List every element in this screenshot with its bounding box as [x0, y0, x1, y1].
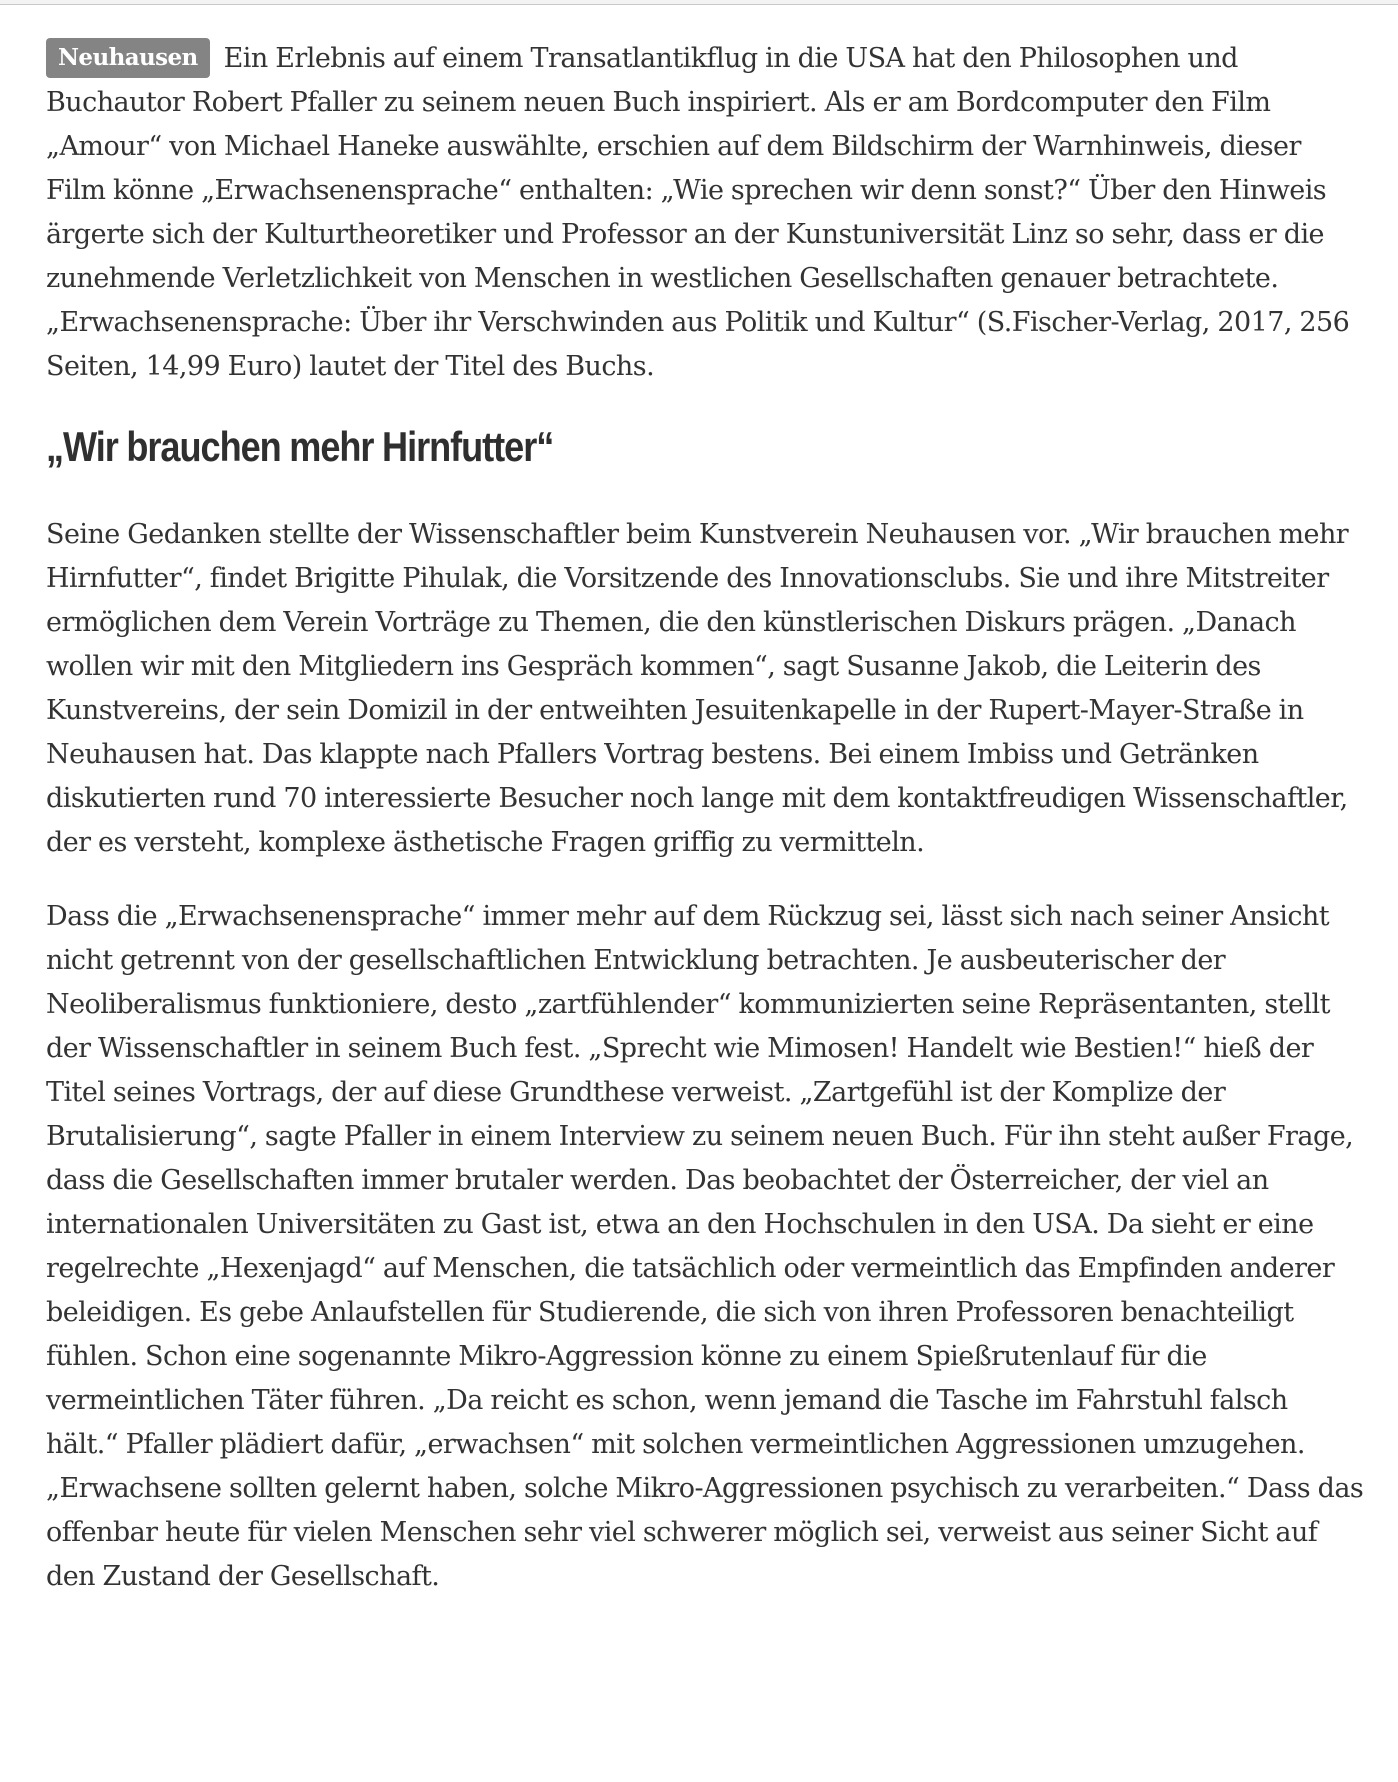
section-heading: „Wir brauchen mehr Hirnfutter“ — [46, 423, 554, 470]
top-divider — [0, 0, 1398, 5]
body-paragraph: Seine Gedanken stellte der Wissenschaftler beim Kunstverein Neuhausen vor. „Wir brauchen mehr Hirnfutter“, findet Brigitte Pihulak, die Vorsitzende des Innovationsclubs. Sie und ihre Mitstreiter ermöglichen dem Verein Vorträge zu Themen, die den künstlerischen Diskurs prägen. „Danach wollen wir mit den Mitgliedern ins Gespräch kommen“, sagt Susanne Jakob, die Leiterin des Kunstvereins, der sein Domizil in der entweihten Jesuitenkapelle in der Rupert-Mayer-Straße in Neuhausen hat. Das klappte nach Pfallers Vortrag bestens. Bei einem Imbiss und Getränken diskutierten rund 70 interessierte Besucher noch lange mit dem kontaktfreudigen Wissenschaftler, der es versteht, komplexe ästhetische Fragen griffig zu vermitteln. — [46, 519, 1349, 858]
intro-text: Ein Erlebnis auf einem Transatlantikflug in die USA hat den Philosophen und Buchautor Robert Pfaller zu seinem neuen Buch inspiriert. Als er am Bordcomputer den Film „Amour“ von Michael Haneke auswählte, erschien auf dem Bildschirm der Warnhinweis, dieser Film könne „Erwachsenensprache“ enthalten: „Wie sprechen wir denn sonst?“ Über den Hinweis ärgerte sich der Kulturtheoretiker und Professor an der Kunstuniversität Linz so sehr, dass er die zunehmende Verletzlichkeit von Menschen in westlichen Gesellschaften genauer betrachtete. „Erwachsenensprache: Über ihr Verschwinden aus Politik und Kultur“ (S.Fischer-Verlag, 2017, 256 Seiten, 14,99 Euro) lautet der Titel des Buchs. — [46, 43, 1350, 382]
intro-paragraph — [46, 37, 1366, 389]
body-paragraph: Dass die „Erwachsenensprache“ immer mehr auf dem Rückzug sei, lässt sich nach seiner Ansicht nicht getrennt von der gesellschaftlichen Entwicklung betrachten. Je ausbeuterischer der Neoliberalismus funktioniere, desto „zartfühlender“ kommunizierten seine Repräsentanten, stellt der Wissenschaftler in seinem Buch fest. „Sprecht wie Mimosen! Handelt wie Bestien!“ hieß der Titel seines Vortrags, der auf diese Grundthese verweist. „Zartgefühl ist der Komplize der Brutalisierung“, sagte Pfaller in einem Interview zu seinem neuen Buch. Für ihn steht außer Frage, dass die Gesellschaften immer brutaler werden. Das beobachtet der Österreicher, der viel an internationalen Universitäten zu Gast ist, etwa an den Hochschulen in den USA. Da sieht er eine regelrechte „Hexenjagd“ auf Menschen, die tatsächlich oder vermeintlich das Empfinden anderer beleidigen. Es gebe Anlaufstellen für Studierende, die sich von ihren Professoren benachteiligt fühlen. Schon eine sogenannte Mikro-Aggression könne zu einem Spießrutenlauf für die vermeintlichen Täter führen. „Da reicht es schon, wenn jemand die Tasche im Fahrstuhl falsch hält.“ Pfaller plädiert dafür, „erwachsen“ mit solchen vermeintlichen Aggressionen umzugehen. „Erwachsene sollten gelernt haben, solche Mikro-Aggressionen psychisch zu verarbeiten.“ Dass das offenbar heute für vielen Menschen sehr viel schwerer möglich sei, verweist aus seiner Sicht auf den Zustand der Gesellschaft. — [46, 901, 1364, 1592]
article-body — [46, 37, 1366, 1629]
location-badge: Neuhausen — [46, 38, 210, 78]
